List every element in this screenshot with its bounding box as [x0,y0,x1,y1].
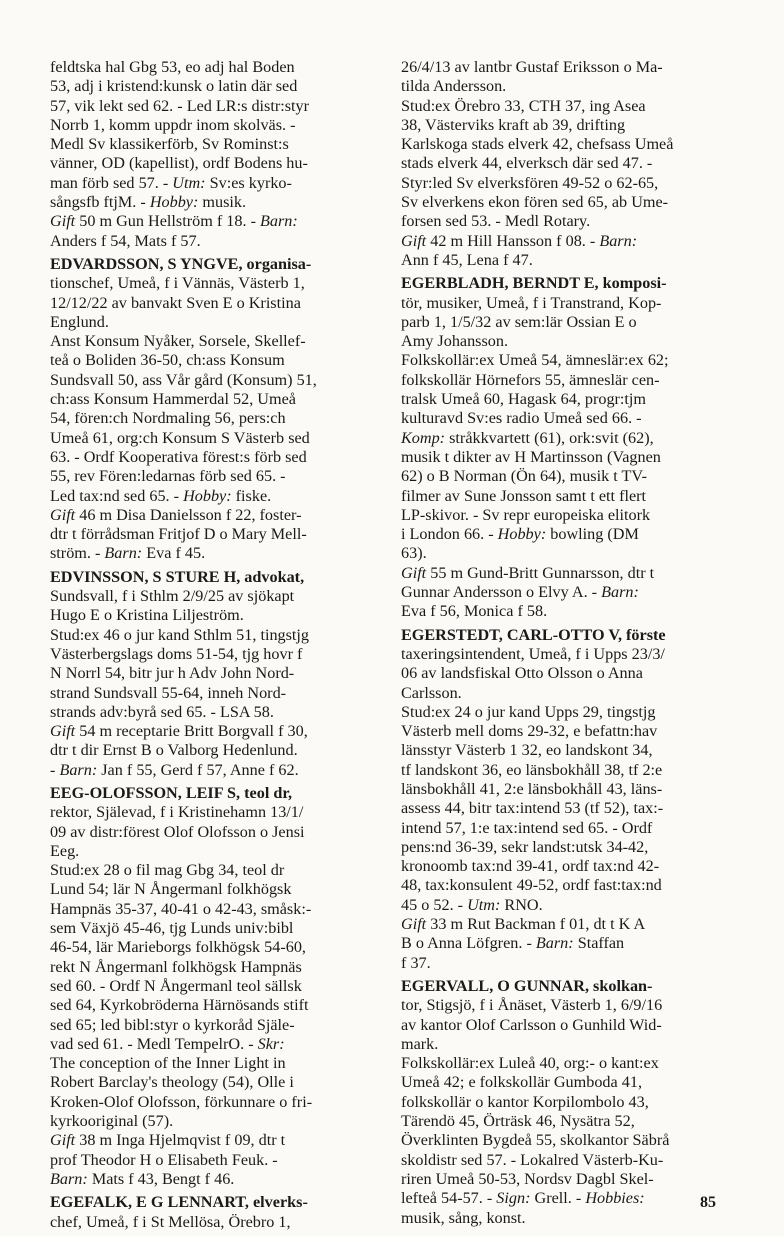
entry-line: Hampnäs 35-37, 40-41 o 42-43, småsk:- [50,899,312,918]
entry-line: länsstyr Västerb 1 32, eo landskont 34, [401,741,653,760]
entry-line: folkskollär o kantor Korpilombolo 43, [401,1092,649,1111]
entry-line: Gift 33 m Rut Backman f 01, dt t K A [401,915,646,934]
entry-line: rekt N Ångermanl folkhögsk Hampnäs [50,957,302,976]
entry-line: i London 66. - Hobby: bowling (DM [401,525,639,544]
entry-line: kulturavd Sv:es radio Umeå sed 66. - [401,409,642,428]
entry-line: 62) o B Norman (Ön 64), musik t TV- [401,467,647,486]
entry-line: Hugo E o Kristina Liljeström. [50,606,244,625]
entry-line: kyrkooriginal (57). [50,1112,174,1131]
entry-line: Ann f 45, Lena f 47. [401,250,533,269]
entry-line: chef, Umeå, f i St Mellösa, Örebro 1, [50,1212,291,1231]
entry-heading: EGERVALL, O GUNNAR, skolkan- [401,976,653,995]
entry-line: Gift 50 m Gun Hellström f 18. - Barn: [50,212,298,231]
entry-line: 48, tax:konsulent 49-52, ordf fast:tax:nd [401,876,662,895]
left-column [50,58,372,1236]
entry-line: parb 1, 1/5/32 av sem:lär Ossian E o [401,312,637,331]
entry-line: strand Sundsvall 55-64, inneh Nord- [50,683,287,702]
entry-line: Sundsvall 50, ass Vår gård (Konsum) 51, [50,370,317,389]
entry-heading: EGEFALK, E G LENNART, elverks- [50,1193,308,1212]
entry-line: lefteå 54-57. - Sign: Grell. - Hobbies: [401,1189,645,1208]
biography-entry-egerbladh [401,274,723,621]
entry-heading: EDVINSSON, S STURE H, advokat, [50,567,305,586]
entry-line: 38, Västerviks kraft ab 39, drifting [401,115,626,134]
entry-line: assess 44, bitr tax:intend 53 (tf 52), tax:- [401,799,664,818]
entry-line: tralsk Umeå 60, Hagask 64, progr:tjm [401,390,647,409]
entry-line: rektor, Själevad, f i Kristinehamn 13/1/ [50,803,304,822]
entry-line: Västerbergslags doms 51-54, tjg hovr f [50,644,303,663]
entry-line: 12/12/22 av banvakt Sven E o Kristina [50,293,301,312]
entry-line: forsen sed 53. - Medl Rotary. [401,212,591,231]
entry-line: vänner, OD (kapellist), ordf Bodens hu- [50,154,308,173]
entry-line: The conception of the Inner Light in [50,1054,286,1073]
entry-line: ström. - Barn: Eva f 45. [50,544,206,563]
entry-line: Stud:ex 24 o jur kand Upps 29, tingstjg [401,702,656,721]
entry-line: sed 65; led bibl:styr o kyrkoråd Själe- [50,1015,295,1034]
entry-line: ch:ass Konsum Hammerdal 52, Umeå [50,390,296,409]
entry-line: sed 60. - Ordf N Ångermanl teol sällsk [50,976,302,995]
entry-line: Anders f 54, Mats f 57. [50,231,201,250]
entry-line: Sundsvall, f i Sthlm 2/9/25 av sjökapt [50,587,295,606]
entry-line: taxeringsintendent, Umeå, f i Upps 23/3/ [401,644,665,663]
entry-line: skoldistr sed 57. - Lokalred Västerb-Ku- [401,1150,664,1169]
biography-entry-egervall [401,977,723,1228]
entry-heading: EGERBLADH, BERNDT E, komposi- [401,274,667,293]
entry-line: Gift 46 m Disa Danielsson f 22, foster- [50,505,302,524]
entry-line: Folkskollär:ex Umeå 54, ämneslär:ex 62; [401,351,669,370]
entry-line: filmer av Sune Jonsson samt t ett flert [401,486,647,505]
entry-line: Folkskollär:ex Luleå 40, org:- o kant:ex [401,1054,659,1073]
entry-line: feldtska hal Gbg 53, eo adj hal Boden [50,58,295,76]
right-column [401,58,723,1232]
entry-line: 54, fören:ch Nordmaling 56, pers:ch [50,409,286,428]
entry-line: 46-54, lär Marieborgs folkhögsk 54-60, [50,938,306,957]
entry-line: 57, vik lekt sed 62. - Led LR:s distr:styr [50,96,309,115]
entry-line: folkskollär Hörnefors 55, ämneslär cen- [401,370,660,389]
entry-line: Sv elverkens ekon fören sed 65, ab Ume- [401,193,669,212]
entry-line: sångsfb ftjM. - Hobby: musik. [50,193,247,212]
entry-line: Umeå 61, org:ch Konsum S Västerb sed [50,428,310,447]
entry-line: länsbokhåll 41, 2:e länsbokhåll 43, läns- [401,779,663,798]
entry-line: 45 o 52. - Utm: RNO. [401,895,543,914]
entry-line: 06 av landsfiskal Otto Olsson o Anna [401,664,643,683]
entry-line: dtr t förrådsman Fritjof D o Mary Mell- [50,525,307,544]
entry-line: Anst Konsum Nyåker, Sorsele, Skellef- [50,332,306,351]
entry-line: Stud:ex 28 o fil mag Gbg 34, teol dr [50,861,285,880]
entry-line: Lund 54; lär N Ångermanl folkhögsk [50,880,292,899]
entry-line: tilda Andersson. [401,77,507,96]
entry-line: riren Umeå 50-53, Nordsv Dagbl Skel- [401,1169,654,1188]
entry-line: Stud:ex 46 o jur kand Sthlm 51, tingstjg [50,625,310,644]
entry-line: Carlsson. [401,683,462,702]
biography-entry-egefalk [50,1193,372,1232]
entry-line: man förb sed 57. - Utm: Sv:es kyrko- [50,173,292,192]
entry-line: Tärendö 45, Örträsk 46, Nysätra 52, [401,1112,635,1131]
entry-line: tionschef, Umeå, f i Vännäs, Västerb 1, [50,274,305,293]
entry-line: Led tax:nd sed 65. - Hobby: fiske. [50,486,272,505]
entry-line: sem Växjö 45-46, tjg Lunds univ:bibl [50,919,294,938]
entry-line: B o Anna Löfgren. - Barn: Staffan [401,934,625,953]
entry-line: Västerb mell doms 29-32, e befattn:hav [401,722,658,741]
entry-line: 63. - Ordf Kooperativa förest:s förb sed [50,447,307,466]
entry-line: N Norrl 54, bitr jur h Adv John Nord- [50,664,295,683]
entry-line: Barn: Mats f 43, Bengt f 46. [50,1169,235,1188]
entry-line: Gift 55 m Gund-Britt Gunnarsson, dtr t [401,563,655,582]
entry-line: av kantor Olof Carlsson o Gunhild Wid- [401,1015,662,1034]
entry-line: f 37. [401,953,431,972]
entry-line: 53, adj i kristend:kunsk o latin där sed [50,77,298,96]
entry-line: Gift 54 m receptarie Britt Borgvall f 30, [50,722,308,741]
entry-line: mark. [401,1034,439,1053]
entry-line: sed 64, Kyrkobröderna Härnösands stift [50,996,309,1015]
entry-line: kronoomb tax:nd 39-41, ordf tax:nd 42- [401,857,660,876]
entry-line: musik, sång, konst. [401,1208,526,1227]
entry-line: Styr:led Sv elverksfören 49-52 o 62-65, [401,173,659,192]
entry-line: 63). [401,544,427,563]
entry-line: Karlskoga stads elverk 42, chefsass Umeå [401,135,674,154]
entry-line: Robert Barclay's theology (54), Olle i [50,1073,294,1092]
biography-entry-egefalk-continued [401,58,723,270]
entry-line: Eeg. [50,841,80,860]
entry-line: Englund. [50,312,109,331]
biography-entry-edvinsson [50,568,372,780]
entry-line: strands adv:byrå sed 65. - LSA 58. [50,702,274,721]
biography-entry-egerstedt [401,626,723,973]
entry-line: musik t dikter av H Martinsson (Vagnen [401,447,661,466]
entry-line: - Barn: Jan f 55, Gerd f 57, Anne f 62. [50,760,299,779]
entry-heading: EDVARDSSON, S YNGVE, organisa- [50,254,312,273]
entry-line: Överklinten Bygdeå 55, skolkantor Säbrå [401,1131,670,1150]
biography-entry-eeg-olofsson [50,784,372,1189]
entry-line: 26/4/13 av lantbr Gustaf Eriksson o Ma- [401,58,663,76]
entry-line: pens:nd 36-39, sekr landst:utsk 34-42, [401,837,649,856]
entry-line: Stud:ex Örebro 33, CTH 37, ing Asea [401,96,646,115]
page-number: 85 [700,1194,716,1211]
entry-line: LP-skivor. - Sv repr europeiska elitork [401,505,651,524]
entry-line: intend 57, 1:e tax:intend sed 65. - Ordf [401,818,653,837]
entry-line: Gift 42 m Hill Hansson f 08. - Barn: [401,231,638,250]
entry-line: tör, musiker, Umeå, f i Transtrand, Kop- [401,293,662,312]
entry-line: teå o Boliden 36-50, ch:ass Konsum [50,351,285,370]
entry-line: dtr t dir Ernst B o Valborg Hedenlund. [50,741,298,760]
entry-line: Amy Johansson. [401,332,509,351]
entry-line: 55, rev Fören:ledarnas förb sed 65. - [50,467,286,486]
entry-line: prof Theodor H o Elisabeth Feuk. - [50,1150,278,1169]
entry-line: Komp: stråkkvartett (61), ork:svit (62), [401,428,654,447]
entry-heading: EEG-OLOFSSON, LEIF S, teol dr, [50,783,293,802]
entry-line: Norrb 1, komm uppdr inom skolväs. - [50,115,296,134]
entry-heading: EGERSTEDT, CARL-OTTO V, förste [401,625,666,644]
entry-line: Medl Sv klassikerförb, Sv Rominst:s [50,135,289,154]
entry-line: tor, Stigsjö, f i Ånäset, Västerb 1, 6/9/16 [401,996,663,1015]
entry-line: Gift 38 m Inga Hjelmqvist f 09, dtr t [50,1131,286,1150]
entry-line: Kroken-Olof Olofsson, förkunnare o fri- [50,1092,313,1111]
entry-line: Gunnar Andersson o Elvy A. - Barn: [401,583,639,602]
biography-entry-continued [50,58,372,251]
entry-line: tf landskont 36, eo länsbokhåll 38, tf 2:e [401,760,663,779]
entry-line: Eva f 56, Monica f 58. [401,602,548,621]
entry-line: 09 av distr:förest Olof Olofsson o Jensi [50,822,305,841]
entry-line: stads elverk 44, elverksch där sed 47. - [401,154,653,173]
biography-entry-edvardsson [50,255,372,564]
entry-line: Umeå 42; e folkskollär Gumboda 41, [401,1073,642,1092]
entry-line: vad sed 61. - Medl TempelrO. - Skr: [50,1034,285,1053]
